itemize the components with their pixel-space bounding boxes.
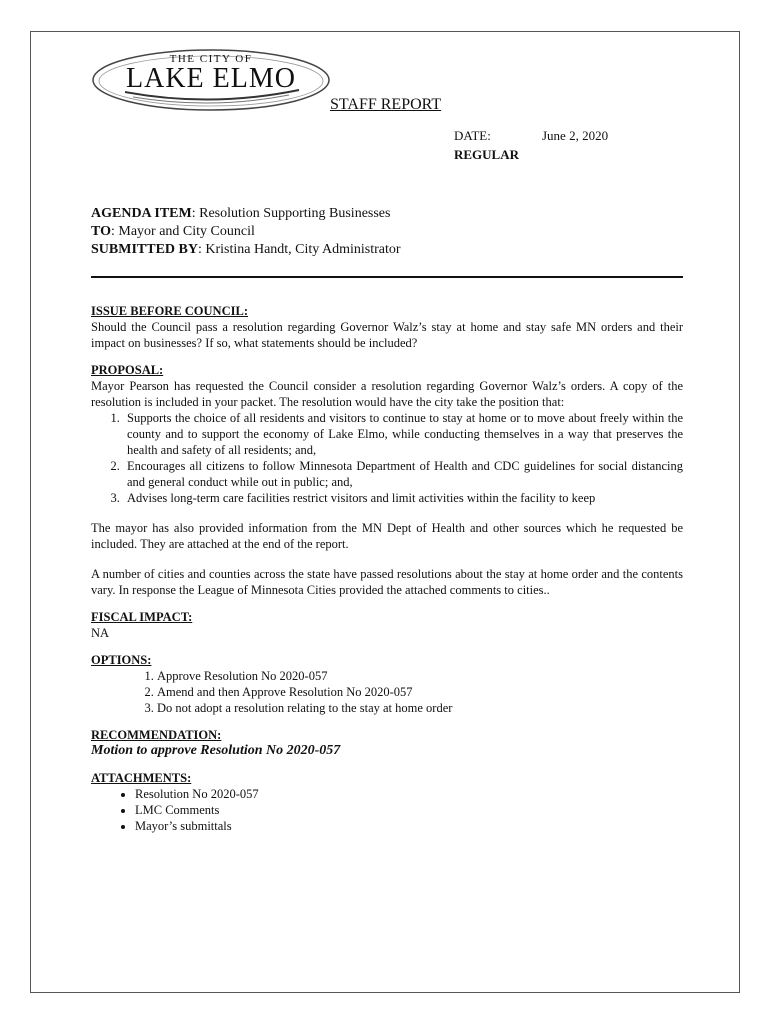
attachments-list	[91, 786, 683, 834]
to-line	[91, 223, 401, 241]
proposal-paragraph-2: The mayor has also provided information from the MN Dept of Health and other sources which he requested be included. They are attached at the end of the report.	[91, 521, 683, 551]
issue-text: Should the Council pass a resolution regarding Governor Walz’s stay at home and stay safe MN orders and their impact on businesses? If so, what statements should be included?	[91, 320, 683, 350]
list-item: 2. Amend and then Approve Resolution No 2020-057	[157, 684, 683, 700]
list-item: 1. Supports the choice of all residents and visitors to continue to stay at home or to move about freely within the county and to support the economy of Lake Elmo, while conducting themselves in a way that preserves the health and safety of all residents; and,	[123, 410, 683, 458]
options-heading: OPTIONS:	[91, 653, 152, 667]
agenda-item-label: AGENDA ITEM	[91, 206, 192, 221]
proposal-list	[91, 410, 683, 506]
list-item: • Mayor’s submittals	[135, 818, 683, 834]
to-value: : Mayor and City Council	[110, 224, 255, 239]
fiscal-heading: FISCAL IMPACT:	[91, 610, 193, 624]
list-item: • LMC Comments	[135, 802, 683, 818]
logo-main-text: LAKE ELMO	[126, 63, 296, 94]
list-item: 3. Advises long-term care facilities restrict visitors and limit activities within the facility to keep	[123, 490, 683, 506]
proposal-text: Mayor Pearson has requested the Council consider a resolution regarding Governor Walz’s orders. A copy of the resolution is included in your packet. The resolution would have the city take the position that:	[91, 379, 683, 409]
date-value: June 2, 2020	[542, 128, 609, 143]
proposal-paragraph-3: A number of cities and counties across the state have passed resolutions about the stay at home order and the contents vary. In response the League of Minnesota Cities provided the attached comments to cities..	[91, 567, 683, 597]
list-item: • Resolution No 2020-057	[135, 786, 683, 802]
options-list	[91, 668, 683, 716]
attachments-heading: ATTACHMENTS:	[91, 771, 192, 785]
submitted-by-value: : Kristina Handt, City Administrator	[197, 242, 401, 257]
report-body	[91, 303, 683, 834]
agenda-item-value: : Resolution Supporting Businesses	[191, 206, 391, 221]
recommendation-text: Motion to approve Resolution No 2020-057	[91, 743, 341, 758]
list-item: 1. Approve Resolution No 2020-057	[157, 668, 683, 684]
logo-top-text: THE CITY OF	[169, 53, 253, 65]
list-item: 3. Do not adopt a resolution relating to the stay at home order	[157, 700, 683, 716]
date-row	[454, 128, 654, 144]
issue-heading: ISSUE BEFORE COUNCIL:	[91, 304, 248, 318]
submitted-by-line	[91, 241, 401, 259]
to-label: TO	[91, 224, 111, 239]
agenda-item-line	[91, 205, 401, 223]
horizontal-rule	[91, 276, 683, 278]
city-logo	[91, 48, 331, 112]
meeting-type: REGULAR	[454, 147, 520, 162]
date-label: DATE:	[454, 128, 491, 143]
recommendation-heading: RECOMMENDATION:	[91, 728, 222, 742]
agenda-block	[91, 205, 401, 259]
proposal-heading: PROPOSAL:	[91, 363, 164, 377]
submitted-by-label: SUBMITTED BY	[91, 242, 198, 257]
report-title: STAFF REPORT	[330, 96, 442, 113]
fiscal-text: NA	[91, 626, 110, 640]
list-item: 2. Encourages all citizens to follow Minnesota Department of Health and CDC guidelines for social distancing and general conduct while out in public; and,	[123, 458, 683, 490]
document-page	[30, 31, 740, 993]
